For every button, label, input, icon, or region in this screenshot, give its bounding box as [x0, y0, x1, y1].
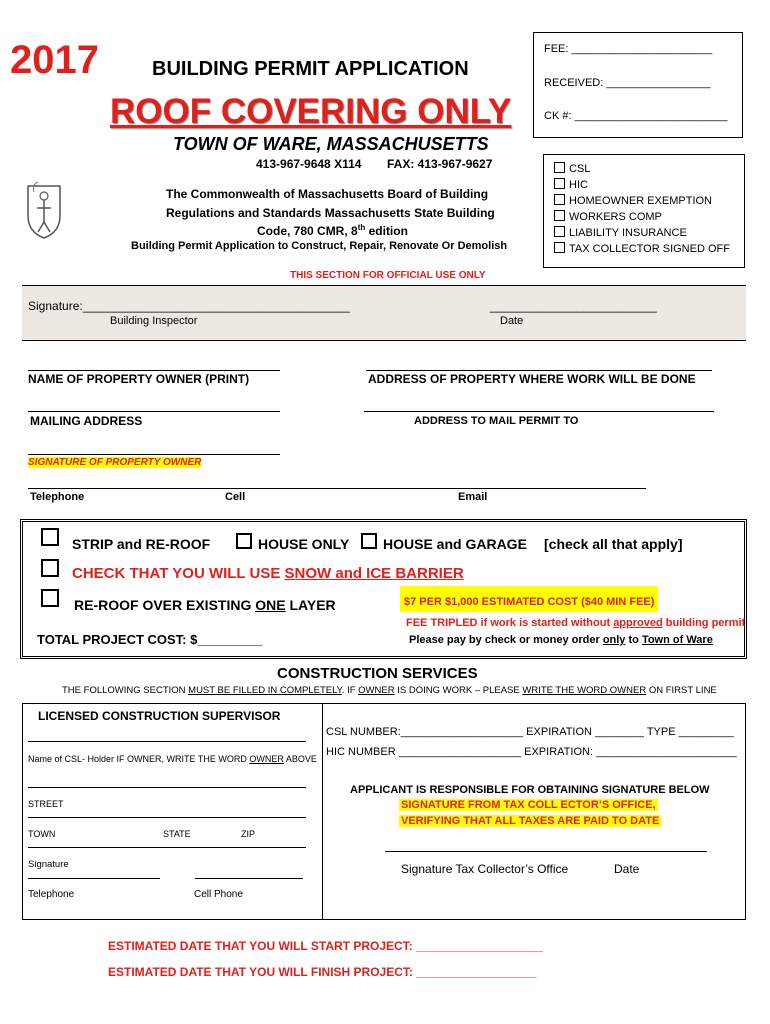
- commonwealth-line-2: Regulations and Standards Massachusetts State Building: [166, 206, 495, 220]
- csl-number-field[interactable]: CSL NUMBER:____________________ EXPIRATION ________ TYPE _________: [326, 726, 734, 738]
- total-project-cost-field[interactable]: TOTAL PROJECT COST: $_________: [37, 632, 263, 647]
- official-use-heading: THIS SECTION FOR OFFICIAL USE ONLY: [290, 270, 486, 281]
- checklist-item-liability[interactable]: [554, 226, 744, 242]
- tax-collector-note-2: VERIFYING THAT ALL TAXES ARE PAID TO DATE: [401, 815, 660, 827]
- roof-covering-title: ROOF COVERING ONLY: [110, 92, 512, 131]
- checkbox[interactable]: [554, 210, 565, 221]
- street-line[interactable]: [28, 817, 306, 818]
- strip-reroof-label: STRIP and RE-ROOF: [72, 536, 211, 552]
- official-use-section: [22, 285, 746, 341]
- mailing-address-line[interactable]: [28, 411, 280, 412]
- tax-collector-signature-line[interactable]: [385, 851, 707, 852]
- fax: FAX: 413-967-9627: [387, 157, 493, 171]
- house-garage-label: HOUSE and GARAGE: [383, 536, 527, 552]
- owner-signature-line[interactable]: [28, 454, 280, 455]
- note-write-owner: WRITE THE WORD OWNER: [522, 685, 647, 696]
- official-date-label: Date: [500, 315, 524, 327]
- construction-note: [62, 685, 717, 696]
- code-edition: edition: [365, 224, 408, 238]
- pay-to: to: [625, 634, 642, 646]
- checklist-label: TAX COLLECTOR SIGNED OFF: [569, 243, 730, 255]
- csl-extra-line[interactable]: [28, 787, 306, 788]
- owner-name-line[interactable]: [28, 370, 280, 371]
- fee-box: [533, 32, 743, 138]
- telephone-label: Telephone: [30, 491, 85, 503]
- fee-field[interactable]: FEE: _______________________: [544, 43, 713, 55]
- tripled-suffix: building permit: [662, 617, 746, 629]
- csl-holder-prefix: Name of CSL- Holder IF OWNER, WRITE THE WORD: [28, 754, 250, 764]
- note-part-3: IS DOING WORK – PLEASE: [394, 685, 523, 696]
- contact-line[interactable]: [28, 488, 646, 489]
- checkbox[interactable]: [554, 226, 565, 237]
- csl-holder-label: [28, 754, 317, 764]
- house-only-checkbox[interactable]: [236, 533, 252, 549]
- property-address-label: ADDRESS OF PROPERTY WHERE WORK WILL BE DONE: [368, 372, 696, 386]
- town-label: TOWN: [28, 829, 56, 839]
- supervisor-signature-label: Signature: [28, 859, 69, 870]
- email-label: Email: [458, 491, 488, 503]
- property-address-line[interactable]: [366, 370, 712, 371]
- applicant-note: APPLICANT IS RESPONSIBLE FOR OBTAINING SIGNATURE BELOW: [350, 784, 710, 796]
- street-label: STREET: [28, 799, 64, 809]
- note-owner: OWNER: [358, 685, 395, 696]
- checkbox[interactable]: [554, 162, 565, 173]
- inspector-signature-field[interactable]: Signature:________________________________________: [28, 299, 350, 313]
- csl-holder-line[interactable]: [28, 741, 306, 742]
- checklist-label: LIABILITY INSURANCE: [569, 227, 687, 239]
- checkbox[interactable]: [554, 178, 565, 189]
- tax-collector-note-1: SIGNATURE FROM TAX COLL ECTOR’S OFFICE,: [401, 799, 656, 811]
- reroof-suffix: LAYER: [285, 597, 336, 613]
- tripled-underlined: approved: [613, 617, 663, 629]
- zip-label: ZIP: [241, 829, 256, 839]
- checklist-label: HOMEOWNER EXEMPTION: [569, 195, 713, 207]
- strip-reroof-checkbox[interactable]: [41, 528, 59, 546]
- start-date-field[interactable]: ESTIMATED DATE THAT YOU WILL START PROJECT: ___________________: [108, 939, 543, 953]
- note-part-2: . IF: [341, 685, 359, 696]
- owner-name-label: NAME OF PROPERTY OWNER (PRINT): [28, 372, 250, 386]
- mailing-address-label: MAILING ADDRESS: [30, 414, 143, 428]
- reroof-one-layer-label: [74, 597, 336, 613]
- snow-ice-label: [72, 565, 464, 582]
- pay-town: Town of Ware: [641, 634, 713, 646]
- fee-tripled-note: [406, 617, 745, 629]
- checkbox[interactable]: [554, 242, 565, 253]
- check-number-field[interactable]: CK #: _________________________: [544, 110, 728, 122]
- snow-ice-checkbox[interactable]: [41, 559, 59, 577]
- checklist-label: HIC: [569, 179, 588, 191]
- checklist-item-tax-collector[interactable]: [554, 242, 744, 258]
- note-part-1: THE FOLLOWING SECTION: [62, 685, 189, 696]
- town-state-zip-line[interactable]: [28, 847, 306, 848]
- checkbox[interactable]: [554, 194, 565, 205]
- reroof-prefix: RE-ROOF OVER EXISTING: [74, 597, 256, 613]
- owner-signature-label: SIGNATURE OF PROPERTY OWNER: [28, 457, 202, 468]
- pay-prefix: Please pay by check or money order: [409, 634, 603, 646]
- reroof-one-layer-checkbox[interactable]: [41, 589, 59, 607]
- house-only-label: HOUSE ONLY: [258, 536, 350, 552]
- fee-rate-note: $7 PER $1,000 ESTIMATED COST ($40 MIN FEE): [400, 586, 658, 612]
- code-sup: th: [357, 223, 366, 232]
- town-title: TOWN OF WARE, MASSACHUSETTS: [173, 134, 489, 154]
- checklist-label: CSL: [569, 163, 591, 175]
- checklist-item-homeowner[interactable]: [554, 194, 744, 210]
- note-part-4: ON FIRST LINE: [646, 685, 717, 696]
- note-must-fill: MUST BE FILLED IN COMPLETELY: [188, 685, 342, 696]
- csl-holder-suffix: ABOVE: [283, 754, 317, 764]
- tripled-prefix: FEE TRIPLED if work is started without: [406, 617, 614, 629]
- form-title: BUILDING PERMIT APPLICATION: [152, 58, 469, 80]
- checklist-item-workers-comp[interactable]: [554, 210, 744, 226]
- check-all-note: [check all that apply]: [544, 536, 683, 552]
- state-seal: [22, 182, 66, 240]
- phone: 413-967-9648 X114: [256, 157, 362, 171]
- state-label: STATE: [163, 829, 191, 839]
- supervisor-heading: LICENSED CONSTRUCTION SUPERVISOR: [38, 709, 281, 723]
- mail-permit-line[interactable]: [364, 411, 714, 412]
- commonwealth-line-4: Building Permit Application to Construct, Repair, Renovate Or Demolish: [131, 240, 508, 252]
- construction-services-heading: CONSTRUCTION SERVICES: [277, 665, 478, 682]
- house-garage-checkbox[interactable]: [361, 533, 377, 549]
- hic-number-field[interactable]: HIC NUMBER ____________________ EXPIRATION: _______________________: [326, 746, 737, 758]
- year: 2017: [10, 38, 99, 82]
- cell-label: Cell: [225, 491, 246, 503]
- mail-permit-label: ADDRESS TO MAIL PERMIT TO: [414, 415, 579, 427]
- official-date-field[interactable]: _________________________: [490, 299, 657, 313]
- payment-note: [409, 634, 713, 646]
- commonwealth-line-3: [257, 223, 408, 238]
- received-field[interactable]: RECEIVED: _________________: [544, 77, 711, 89]
- snow-ice-underlined: SNOW and ICE BARRIER: [284, 565, 464, 582]
- column-divider: [322, 704, 323, 919]
- supervisor-signature-line[interactable]: [28, 878, 160, 879]
- building-inspector-label: Building Inspector: [110, 315, 198, 327]
- supervisor-telephone-label: Telephone: [28, 889, 75, 900]
- checklist-box: [543, 154, 745, 268]
- tax-collector-signature-label: Signature Tax Collector’s Office: [401, 862, 569, 876]
- commonwealth-line-1: The Commonwealth of Massachusetts Board of Building: [166, 187, 489, 201]
- checklist-item-hic[interactable]: [554, 178, 744, 194]
- reroof-underlined: ONE: [255, 597, 286, 613]
- finish-date-field[interactable]: ESTIMATED DATE THAT YOU WILL FINISH PROJECT: __________________: [108, 965, 537, 979]
- snow-ice-prefix: CHECK THAT YOU WILL USE: [72, 565, 285, 582]
- checklist-label: WORKERS COMP: [569, 211, 662, 223]
- code-text: Code, 780 CMR, 8: [257, 224, 358, 238]
- pay-only: only: [602, 634, 626, 646]
- supervisor-cell-line[interactable]: [195, 878, 303, 879]
- supervisor-cell-label: Cell Phone: [194, 889, 243, 900]
- tax-collector-date-label: Date: [614, 862, 640, 876]
- csl-holder-owner: OWNER: [249, 754, 284, 764]
- checklist-item-csl[interactable]: [554, 162, 744, 178]
